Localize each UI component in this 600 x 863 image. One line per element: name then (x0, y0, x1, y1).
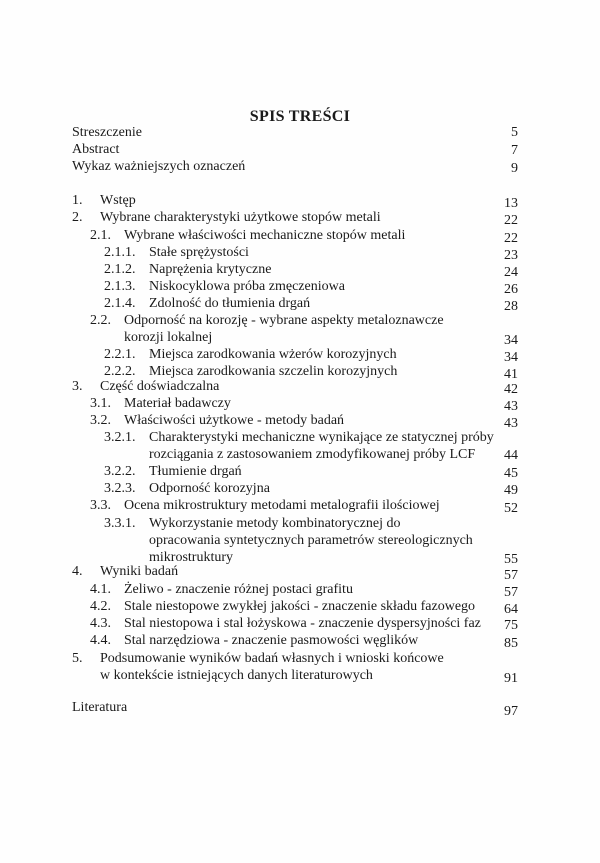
toc-entry-number: 2.2.1. (104, 347, 136, 362)
toc-entry-number: 2.1.1. (104, 245, 136, 260)
toc-entry-page: 52 (504, 501, 518, 516)
toc-entry-number: 3.2.2. (104, 464, 136, 479)
toc-entry-text: Zdolność do tłumienia drgań (149, 296, 311, 311)
toc-entry-number: 3.3.1. (104, 516, 136, 531)
toc-entry-page: 28 (504, 299, 518, 314)
toc-entry-text-continued: mikrostruktury (149, 550, 233, 565)
toc-entry-text: Streszczenie (72, 125, 142, 140)
toc-entry-number: 3.3. (90, 498, 111, 513)
toc-entry-text: Ocena mikrostruktury metodami metalografii ilościowej (124, 498, 440, 513)
toc-entry-text: Część doświadczalna (100, 379, 220, 394)
toc-entry-page: 24 (504, 265, 518, 280)
toc-entry-number: 4.3. (90, 616, 111, 631)
toc-entry-text: Naprężenia krytyczne (149, 262, 272, 277)
toc-entry-number: 2.1.3. (104, 279, 136, 294)
toc-entry-page: 42 (504, 382, 518, 397)
toc-entry-page: 34 (504, 350, 518, 365)
toc-entry-text: Stale niestopowe zwykłej jakości - znaczenie składu fazowego (124, 599, 476, 614)
toc-entry-number: 3. (72, 379, 83, 394)
toc-entry-text: Odporność na korozję - wybrane aspekty metaloznawcze (124, 313, 444, 328)
toc-entry-text: Właściwości użytkowe - metody badań (124, 413, 345, 428)
toc-entry-text: Wykaz ważniejszych oznaczeń (72, 159, 246, 174)
toc-entry-page: 22 (504, 231, 518, 246)
toc-entry-text: Miejsca zarodkowania szczelin korozyjnych (149, 364, 398, 379)
toc-entry-page: 64 (504, 602, 518, 617)
toc-entry-text: Literatura (72, 700, 128, 715)
toc-entry-page: 26 (504, 282, 518, 297)
toc-entry-text: Podsumowanie wyników badań własnych i wnioski końcowe (100, 651, 444, 666)
toc-entry-text: Miejsca zarodkowania wżerów korozyjnych (149, 347, 397, 362)
toc-entry-text-continued: korozji lokalnej (124, 330, 213, 345)
toc-entry-page: 43 (504, 399, 518, 414)
toc-entry-text: Żeliwo - znaczenie różnej postaci grafitu (124, 582, 353, 597)
toc-entry-page: 41 (504, 367, 518, 382)
toc-entry-page: 13 (504, 196, 518, 211)
toc-entry-number: 4.2. (90, 599, 111, 614)
toc-entry-page: 97 (504, 704, 518, 719)
toc-entry-page: 7 (511, 143, 518, 158)
toc-entry-text: Wstęp (100, 193, 136, 208)
toc-entry-page: 85 (504, 636, 518, 651)
toc-entry-number: 3.2.3. (104, 481, 136, 496)
toc-entry-page: 91 (504, 671, 518, 686)
toc-entry-number: 4. (72, 564, 83, 579)
toc-entry-page: 23 (504, 248, 518, 263)
toc-entry-number: 2. (72, 210, 83, 225)
toc-entry-text: Stal narzędziowa - znaczenie pasmowości węglików (124, 633, 419, 648)
toc-entry-text: Wybrane charakterystyki użytkowe stopów metali (100, 210, 381, 225)
toc-entry-text-continued: rozciągania z zastosowaniem zmodyfikowanej próby LCF (149, 447, 476, 462)
toc-entry-number: 1. (72, 193, 83, 208)
toc-entry-text: Abstract (72, 142, 120, 157)
toc-entry-number: 3.2. (90, 413, 111, 428)
toc-entry-page: 44 (504, 448, 518, 463)
toc-entry-number: 2.1.2. (104, 262, 136, 277)
toc-entry-page: 22 (504, 213, 518, 228)
page-title: SPIS TREŚCI (249, 108, 351, 125)
toc-entry-page: 57 (504, 568, 518, 583)
toc-entry-text: Wyniki badań (100, 564, 179, 579)
toc-entry-text: Niskocyklowa próba zmęczeniowa (149, 279, 345, 294)
toc-entry-number: 3.1. (90, 396, 111, 411)
toc-entry-number: 2.2.2. (104, 364, 136, 379)
toc-entry-text-continued: w kontekście istniejących danych literaturowych (100, 668, 373, 683)
toc-entry-number: 4.4. (90, 633, 111, 648)
toc-entry-page: 55 (504, 552, 518, 567)
toc-entry-text: Wykorzystanie metody kombinatorycznej do (149, 516, 401, 531)
toc-entry-text: Stałe sprężystości (149, 245, 249, 260)
toc-entry-text: Wybrane właściwości mechaniczne stopów metali (124, 228, 406, 243)
toc-entry-text-continued: opracowania syntetycznych parametrów stereologicznych (149, 533, 473, 548)
toc-entry-number: 4.1. (90, 582, 111, 597)
toc-entry-number: 2.1.4. (104, 296, 136, 311)
toc-entry-number: 2.2. (90, 313, 111, 328)
toc-entry-page: 75 (504, 618, 518, 633)
toc-entry-text: Tłumienie drgań (149, 464, 242, 479)
toc-entry-page: 45 (504, 466, 518, 481)
toc-entry-number: 3.2.1. (104, 430, 136, 445)
toc-entry-page: 57 (504, 585, 518, 600)
toc-entry-page: 49 (504, 483, 518, 498)
toc-entry-page: 5 (511, 125, 518, 140)
toc-entry-text: Stal niestopowa i stal łożyskowa - znaczenie dyspersyjności faz (124, 616, 481, 631)
toc-entry-page: 43 (504, 416, 518, 431)
toc-entry-text: Charakterystyki mechaniczne wynikające ze statycznej próby (149, 430, 494, 445)
toc-entry-page: 34 (504, 333, 518, 348)
toc-entry-text: Odporność korozyjna (149, 481, 270, 496)
toc-entry-text: Materiał badawczy (124, 396, 231, 411)
toc-entry-number: 2.1. (90, 228, 111, 243)
toc-entry-page: 9 (511, 161, 518, 176)
toc-entry-number: 5. (72, 651, 83, 666)
